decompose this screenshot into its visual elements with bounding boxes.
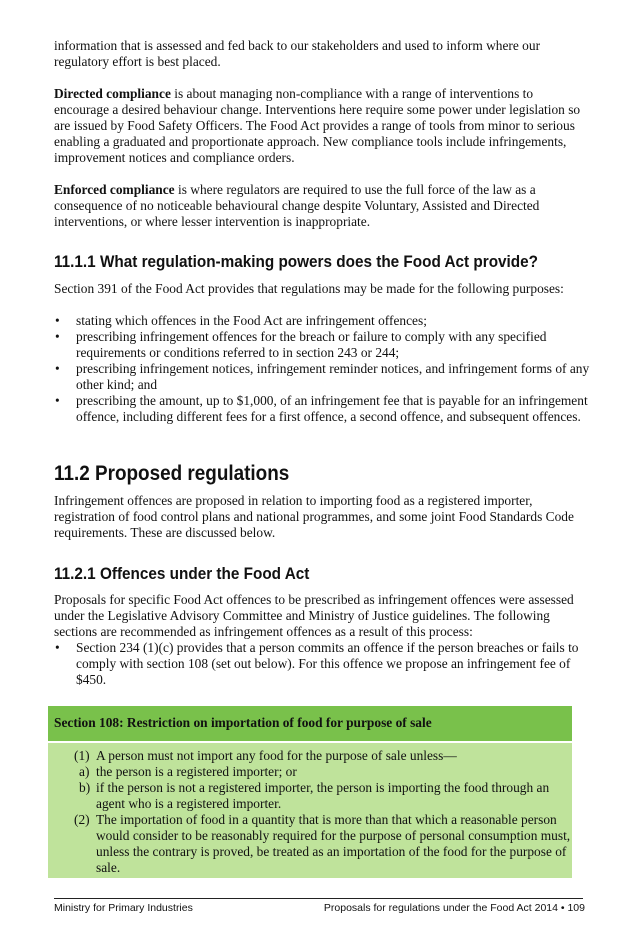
bullet-icon: • xyxy=(55,640,60,655)
footer-right: Proposals for regulations under the Food Act 2014 • 109 xyxy=(323,902,585,914)
regulation-powers-list xyxy=(54,313,612,425)
enforced-compliance-term: Enforced compliance xyxy=(54,182,175,197)
section-108-box xyxy=(48,706,572,878)
directed-compliance-text: is about managing non-compliance with a range of interventions to encourage a desired behaviour change. Interventions here require some power under legislation so are issued by Food Safety Officers. The Food Act provides a range of tools from minor to serious enabling a graduated and proportionate approach. New compliance tools include infringements, improvement notices and compliance orders. xyxy=(54,86,581,165)
footer-left: Ministry for Primary Industries xyxy=(54,902,193,914)
proposed-regulations-text: Infringement offences are proposed in relation to importing food as a registered importer, registration of food control plans and national programmes, and some joint Food Standards Code requirements. These are discussed below. xyxy=(54,493,574,540)
offences-text: Proposals for specific Food Act offences to be prescribed as infringement offences were assessed under the Legislative Advisory Committee and Ministry of Justice guidelines. The following sections are recommended as infringement offences as a result of this process: xyxy=(54,592,574,639)
bullet-icon: • xyxy=(55,393,60,408)
clause-1b: b) if the person is not a registered importer, the person is importing the food through an agent who is a registered importer. xyxy=(79,780,550,811)
directed-compliance-paragraph xyxy=(54,86,589,166)
list-item: • prescribing infringement notices, infringement reminder notices, and infringement forms of any other kind; and xyxy=(55,361,590,392)
section-108-title: Section 108: Restriction on importation of food for purpose of sale xyxy=(48,706,572,741)
bullet-icon: • xyxy=(55,313,60,328)
list-item: • prescribing the amount, up to $1,000, of an infringement fee that is payable for an infringement offence, including different fees for a first offence, a second offence, and subsequent offences. xyxy=(55,393,588,424)
directed-compliance-term: Directed compliance xyxy=(54,86,171,101)
enforced-compliance-paragraph xyxy=(54,182,589,230)
list-item: • prescribing infringement offences for the breach or failure to comply with any specified requirements or conditions referred to in section 243 or 244; xyxy=(55,329,547,360)
section-108-body xyxy=(48,743,572,878)
clause-2: (2) The importation of food in a quantity that is more than that which a reasonable person would consider to be reasonably required for the purpose of personal consumption must, unless the contrary is proved, be treated as an importation of the food for the purpose of sale. xyxy=(74,812,571,875)
clause-1a: a) the person is a registered importer; or xyxy=(79,764,297,779)
intro-continuation: information that is assessed and fed back to our stakeholders and used to inform where our regulatory effort is best placed. xyxy=(54,38,541,69)
offences-list xyxy=(54,640,589,688)
heading-11-2: 11.2 Proposed regulations xyxy=(54,462,290,485)
list-item: • stating which offences in the Food Act are infringement offences; xyxy=(55,313,427,328)
bullet-icon: • xyxy=(55,329,60,344)
enforced-compliance-text: is where regulators are required to use the full force of the law as a consequence of no noticeable behavioural change despite Voluntary, Assisted and Directed interventions, or where lesser intervention is inappropriate. xyxy=(54,182,540,229)
heading-11-2-1: 11.2.1 Offences under the Food Act xyxy=(54,564,310,583)
footer-divider xyxy=(54,898,583,899)
bullet-icon: • xyxy=(55,361,60,376)
list-item: • Section 234 (1)(c) provides that a person commits an offence if the person breaches or fails to comply with section 108 (set out below). For this offence we propose an infringement fee of $450. xyxy=(55,640,579,687)
regulation-powers-lead: Section 391 of the Food Act provides that regulations may be made for the following purposes: xyxy=(54,281,564,296)
clause-1: (1) A person must not import any food for the purpose of sale unless— xyxy=(74,748,457,763)
heading-11-1-1: 11.1.1 What regulation-making powers does the Food Act provide? xyxy=(54,252,539,271)
